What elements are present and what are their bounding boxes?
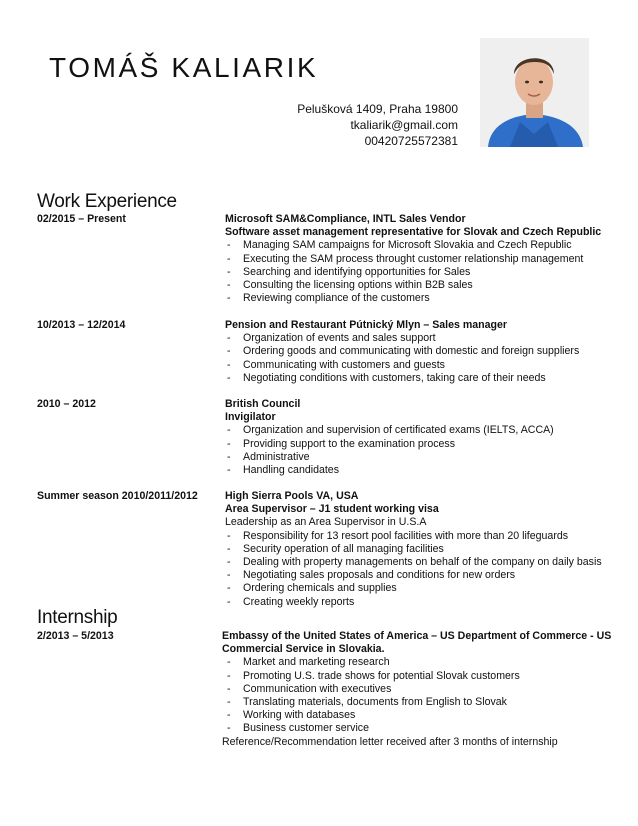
list-item: - Creating weekly reports bbox=[225, 596, 585, 609]
work-date: 10/2013 – 12/2014 bbox=[37, 319, 126, 331]
list-item: - Responsibility for 13 resort pool facilities with more than 20 lifeguards bbox=[225, 530, 585, 543]
list-item: - Managing SAM campaigns for Microsoft Slovakia and Czech Republic bbox=[225, 239, 585, 252]
profile-photo bbox=[480, 38, 589, 147]
work-bullets bbox=[225, 424, 585, 477]
work-experience-heading: Work Experience bbox=[37, 191, 177, 212]
work-bullets bbox=[225, 332, 585, 385]
work-title: Microsoft SAM&Compliance, INTL Sales Vendor bbox=[225, 213, 466, 225]
contact-block bbox=[297, 101, 458, 149]
list-item: - Executing the SAM process throught customer relationship management bbox=[225, 253, 585, 266]
work-date: 2010 – 2012 bbox=[37, 398, 96, 410]
list-item: - Searching and identifying opportunities for Sales bbox=[225, 266, 585, 279]
list-item: - Communicating with customers and guests bbox=[225, 359, 585, 372]
list-item: - Communication with executives bbox=[225, 683, 592, 696]
list-item: - Administrative bbox=[225, 451, 585, 464]
work-title: British Council bbox=[225, 398, 301, 410]
list-item: - Ordering chemicals and supplies bbox=[225, 582, 585, 595]
list-item: - Providing support to the examination process bbox=[225, 438, 585, 451]
list-item: - Business customer service bbox=[225, 722, 592, 735]
work-subtitle: Invigilator bbox=[225, 411, 276, 424]
internship-footer: Reference/Recommendation letter received after 3 months of internship bbox=[222, 735, 558, 748]
list-item: - Market and marketing research bbox=[225, 656, 592, 669]
list-item: - Ordering goods and communicating with domestic and foreign suppliers bbox=[225, 345, 585, 358]
list-item: - Dealing with property managements on behalf of the company on daily basis bbox=[225, 556, 585, 569]
list-item: - Working with databases bbox=[225, 709, 592, 722]
resume-name: TOMÁŠ KALIARIK bbox=[49, 52, 319, 83]
list-item: - Organization and supervision of certificated exams (IELTS, ACCA) bbox=[225, 424, 585, 437]
work-title: Pension and Restaurant Pútnický Mlyn – Sales manager bbox=[225, 319, 508, 331]
list-item: - Reviewing compliance of the customers bbox=[225, 292, 585, 305]
internship-title-continued: Commercial Service in Slovakia. bbox=[222, 643, 385, 656]
internship-title: Embassy of the United States of America – US Department of Commerce - US bbox=[222, 630, 612, 642]
work-subtitle: Software asset management representative for Slovak and Czech Republic bbox=[225, 226, 602, 239]
list-item: - Consulting the licensing options within B2B sales bbox=[225, 279, 585, 292]
list-item: - Security operation of all managing facilities bbox=[225, 543, 585, 556]
list-item: - Negotiating conditions with customers, taking care of their needs bbox=[225, 372, 585, 385]
address: Pelušková 1409, Praha 19800 bbox=[297, 102, 458, 116]
work-date: Summer season 2010/2011/2012 bbox=[37, 490, 198, 502]
list-item: - Translating materials, documents from English to Slovak bbox=[225, 696, 592, 709]
work-bullets bbox=[225, 529, 602, 609]
list-item: - Organization of events and sales support bbox=[225, 332, 585, 345]
work-bullets bbox=[225, 239, 585, 305]
list-item: - Promoting U.S. trade shows for potential Slovak customers bbox=[225, 670, 592, 683]
work-date: 02/2015 – Present bbox=[37, 213, 126, 225]
work-note: Leadership as an Area Supervisor in U.S.A bbox=[225, 516, 427, 529]
internship-bullets bbox=[222, 656, 592, 735]
work-subtitle: Area Supervisor – J1 student working visa bbox=[225, 503, 439, 516]
phone: 00420725572381 bbox=[364, 134, 458, 148]
email: tkaliarik@gmail.com bbox=[350, 118, 458, 132]
list-item: - Negotiating sales proposals and conditions for new orders bbox=[225, 569, 585, 582]
internship-date: 2/2013 – 5/2013 bbox=[37, 630, 114, 642]
list-item: - Handling candidates bbox=[225, 464, 585, 477]
internship-heading: Internship bbox=[37, 607, 118, 628]
work-title: High Sierra Pools VA, USA bbox=[225, 490, 359, 502]
